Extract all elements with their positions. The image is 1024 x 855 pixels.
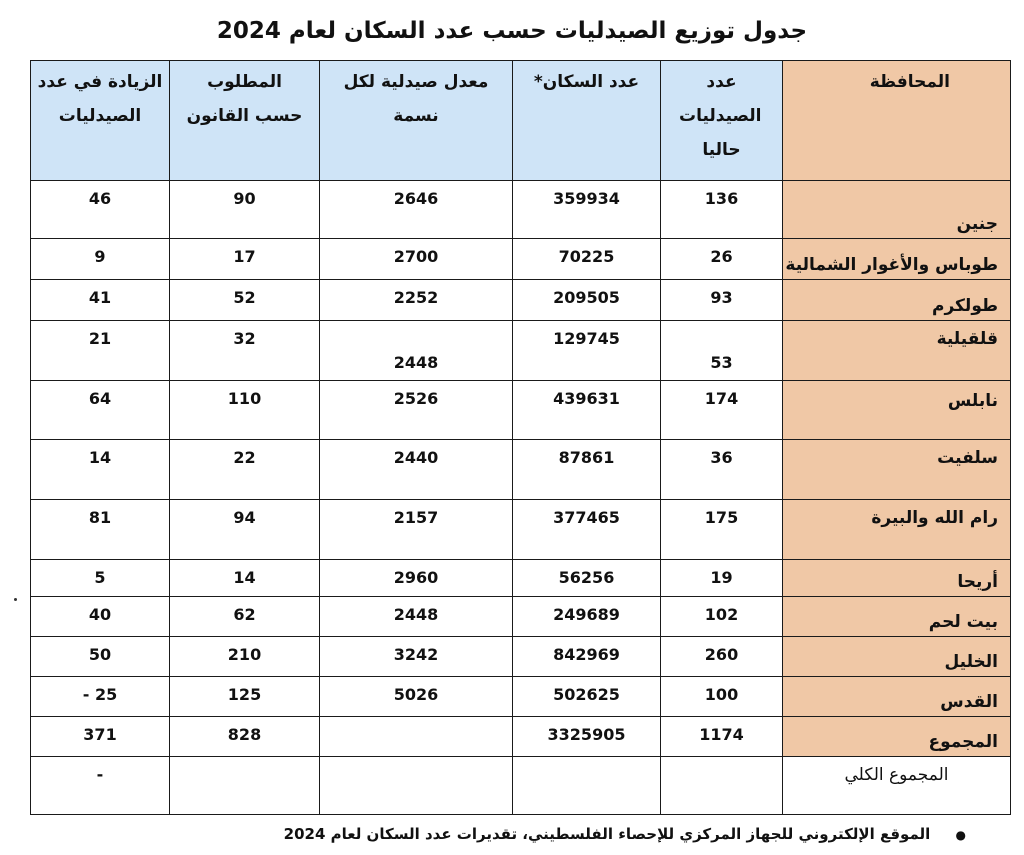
governorate-cell: رام الله والبيرة: [783, 500, 1011, 560]
table-row: [31, 440, 1011, 500]
pharmacies-cell: 102: [661, 597, 783, 637]
required-cell: 90: [170, 181, 320, 239]
pharmacies-cell: 93: [661, 280, 783, 321]
increase-cell: 5: [31, 560, 170, 597]
total-label: المجموع: [783, 717, 1011, 757]
increase-cell: 81: [31, 500, 170, 560]
table-row: [31, 181, 1011, 239]
grand-total-empty-cell: [320, 757, 513, 815]
source-footnote: [284, 825, 966, 843]
rate-cell: 2700: [320, 239, 513, 280]
pharmacies-cell: 100: [661, 677, 783, 717]
scan-speck: [14, 598, 17, 601]
increase-cell: 46: [31, 181, 170, 239]
table-row: [31, 637, 1011, 677]
governorate-cell: الخليل: [783, 637, 1011, 677]
pharmacies-cell: 36: [661, 440, 783, 500]
increase-cell: 64: [31, 381, 170, 440]
increase-cell: 9: [31, 239, 170, 280]
rate-cell: 3242: [320, 637, 513, 677]
governorate-cell: جنين: [783, 181, 1011, 239]
header-rate-per-pharmacy: معدل صيدلية لكل نسمة: [320, 61, 513, 181]
governorate-cell: سلفيت: [783, 440, 1011, 500]
required-cell: 14: [170, 560, 320, 597]
header-increase: الزيادة في عدد الصيدليات: [31, 61, 170, 181]
population-cell: 502625: [513, 677, 661, 717]
total-rate: [320, 717, 513, 757]
grand-total-row: [31, 757, 1011, 815]
increase-cell: 21: [31, 321, 170, 381]
total-pharmacies: 1174: [661, 717, 783, 757]
rate-cell: 2646: [320, 181, 513, 239]
bullet-icon: ●: [955, 828, 966, 842]
header-required-by-law: المطلوب حسب القانون: [170, 61, 320, 181]
population-cell: 56256: [513, 560, 661, 597]
table-row: [31, 321, 1011, 381]
table-row: [31, 677, 1011, 717]
total-population: 3325905: [513, 717, 661, 757]
header-population: عدد السكان*: [513, 61, 661, 181]
governorate-cell: بيت لحم: [783, 597, 1011, 637]
total-increase: 371: [31, 717, 170, 757]
table-row: [31, 597, 1011, 637]
table-row: [31, 381, 1011, 440]
header-governorate: المحافظة: [783, 61, 1011, 181]
governorate-cell: قلقيلية: [783, 321, 1011, 381]
population-cell: 377465: [513, 500, 661, 560]
grand-total-empty-cell: [513, 757, 661, 815]
rate-cell: 2526: [320, 381, 513, 440]
grand-total-increase: -: [31, 757, 170, 815]
pharmacies-cell: 174: [661, 381, 783, 440]
total-required: 828: [170, 717, 320, 757]
required-cell: 17: [170, 239, 320, 280]
rate-cell: 2252: [320, 280, 513, 321]
footnote-text: الموقع الإلكتروني للجهاز المركزي للإحصاء الفلسطيني، تقديرات عدد السكان لعام 2024: [283, 825, 931, 843]
pharmacies-cell: 53: [661, 321, 783, 381]
rate-cell: 2157: [320, 500, 513, 560]
required-cell: 32: [170, 321, 320, 381]
increase-cell: 40: [31, 597, 170, 637]
rate-cell: 2960: [320, 560, 513, 597]
required-cell: 62: [170, 597, 320, 637]
pharmacies-cell: 26: [661, 239, 783, 280]
increase-cell: 50: [31, 637, 170, 677]
governorate-cell: طولكرم: [783, 280, 1011, 321]
header-pharmacies-current: عدد الصيدليات حاليا: [661, 61, 783, 181]
population-cell: 359934: [513, 181, 661, 239]
pharmacies-cell: 19: [661, 560, 783, 597]
rate-cell: 2448: [320, 597, 513, 637]
rate-cell: 2448: [320, 321, 513, 381]
table-row: [31, 500, 1011, 560]
rate-cell: 2440: [320, 440, 513, 500]
total-row: [31, 717, 1011, 757]
pharmacies-cell: 136: [661, 181, 783, 239]
population-cell: 842969: [513, 637, 661, 677]
governorate-cell: نابلس: [783, 381, 1011, 440]
page-title: جدول توزيع الصيدليات حسب عدد السكان لعام 2024: [216, 18, 808, 44]
required-cell: 94: [170, 500, 320, 560]
population-cell: 70225: [513, 239, 661, 280]
required-cell: 52: [170, 280, 320, 321]
grand-total-empty-cell: [661, 757, 783, 815]
pharmacies-cell: 175: [661, 500, 783, 560]
required-cell: 125: [170, 677, 320, 717]
governorate-cell: أريحا: [783, 560, 1011, 597]
population-cell: 87861: [513, 440, 661, 500]
required-cell: 210: [170, 637, 320, 677]
grand-total-empty-cell: [170, 757, 320, 815]
table-row: [31, 239, 1011, 280]
population-cell: 439631: [513, 381, 661, 440]
population-cell: 129745: [513, 321, 661, 381]
increase-cell: 14: [31, 440, 170, 500]
population-cell: 209505: [513, 280, 661, 321]
table-row: [31, 560, 1011, 597]
required-cell: 22: [170, 440, 320, 500]
increase-cell: - 25: [31, 677, 170, 717]
governorate-cell: طوباس والأغوار الشمالية: [783, 239, 1011, 280]
population-cell: 249689: [513, 597, 661, 637]
rate-cell: 5026: [320, 677, 513, 717]
table-header-row: [31, 61, 1011, 181]
table-row: [31, 280, 1011, 321]
pharmacies-cell: 260: [661, 637, 783, 677]
increase-cell: 41: [31, 280, 170, 321]
grand-total-label: المجموع الكلي: [783, 757, 1011, 815]
governorate-cell: القدس: [783, 677, 1011, 717]
required-cell: 110: [170, 381, 320, 440]
pharmacy-distribution-table: [30, 60, 1011, 815]
